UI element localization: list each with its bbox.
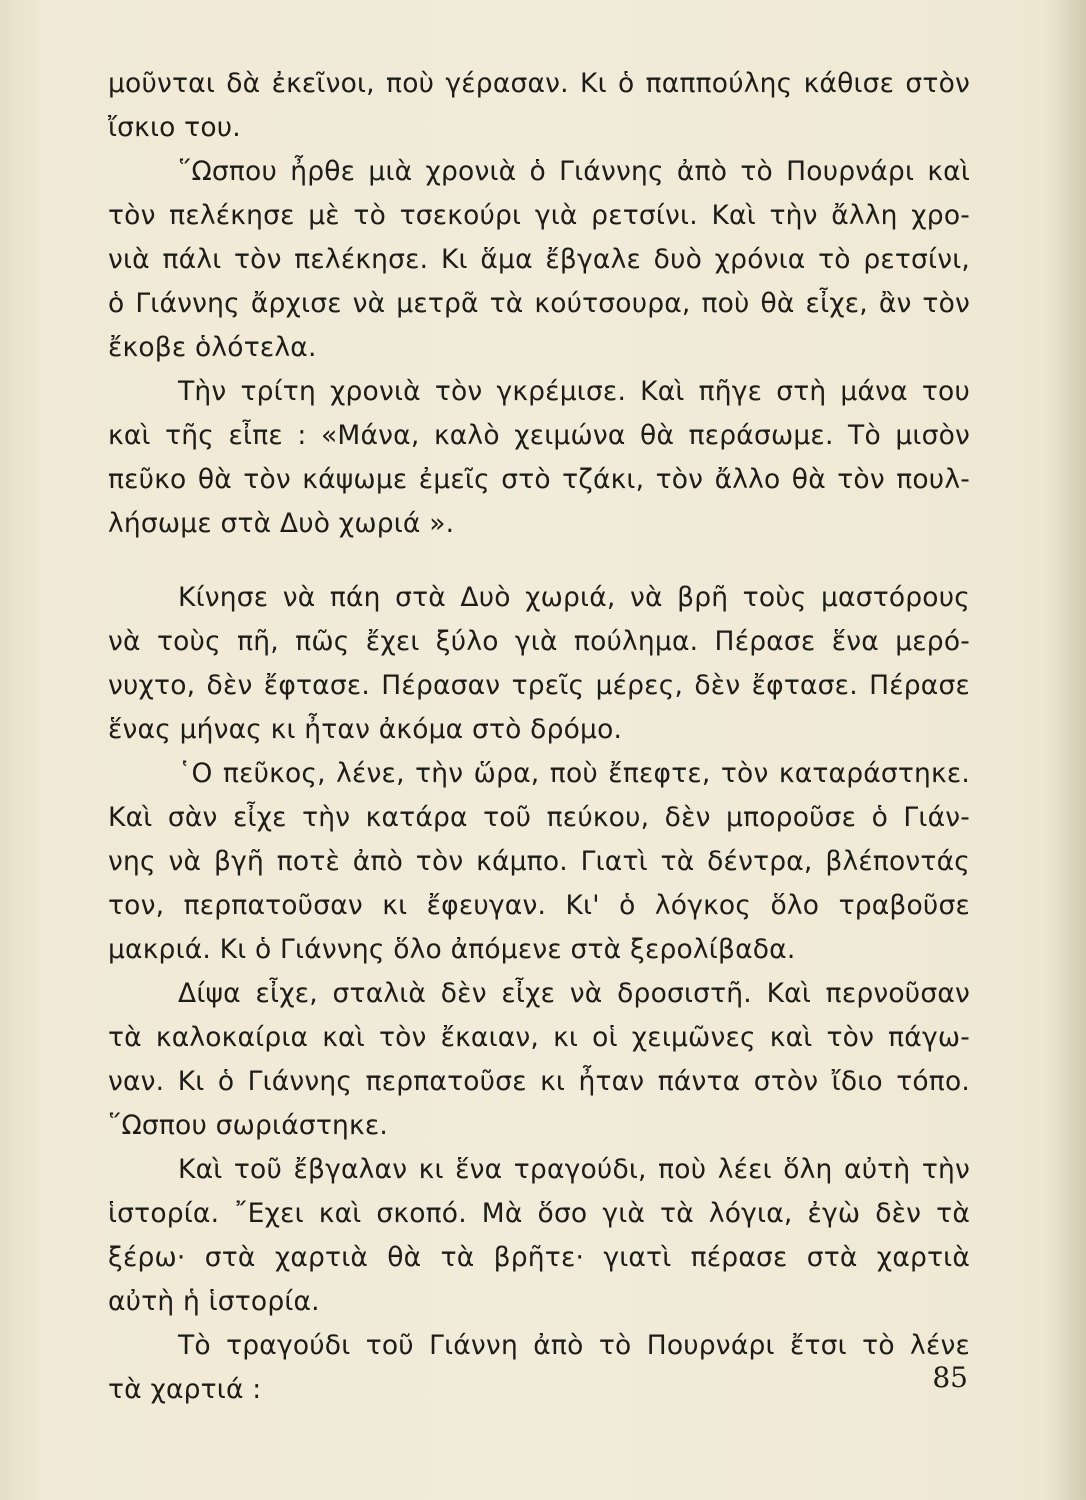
text-line: τὰ χαρτιά :	[108, 1374, 262, 1405]
text-line: νυχτο, δὲν ἔφτασε. Πέρασαν τρεῖς μέρες, δὲν ἔφτασε. Πέρασε	[108, 670, 970, 701]
text-line: μακριά. Κι ὁ Γιάννης ὅλο ἀπόμενε στὰ ξερολίβαδα.	[108, 934, 796, 965]
text-line: τον, περπατοῦσαν κι ἔφευγαν. Κι' ὁ λόγκος ὅλο τραβοῦσε	[108, 890, 970, 921]
text-line: λήσωμε στὰ Δυὸ χωριά ».	[108, 508, 455, 539]
text-line: μοῦνται δὰ ἐκεῖνοι, ποὺ γέρασαν. Κι ὁ παππούλης κάθισε στὸν	[108, 68, 970, 99]
text-line: νης νὰ βγῆ ποτὲ ἀπὸ τὸν κάμπο. Γιατὶ τὰ δέντρα, βλέποντάς	[108, 846, 970, 877]
text-line: ἴσκιο του.	[108, 112, 241, 143]
text-line: τὸν πελέκησε μὲ τὸ τσεκούρι γιὰ ρετσίνι. Καὶ τὴν ἄλλη χρο-	[108, 200, 970, 231]
text-line: νιὰ πάλι τὸν πελέκησε. Κι ἅμα ἔβγαλε δυὸ χρόνια τὸ ρετσίνι,	[108, 244, 970, 275]
text-line: Τὸ τραγούδι τοῦ Γιάννη ἀπὸ τὸ Πουρνάρι ἔτσι τὸ λένε	[178, 1330, 970, 1361]
text-line: τὰ καλοκαίρια καὶ τὸν ἔκαιαν, κι οἱ χειμῶνες καὶ τὸν πάγω-	[108, 1022, 970, 1053]
text-line: Κίνησε νὰ πάη στὰ Δυὸ χωριά, νὰ βρῆ τοὺς μαστόρους	[178, 582, 970, 613]
text-line: ῞Ωσπου σωριάστηκε.	[108, 1110, 388, 1141]
text-line: Δίψα εἶχε, σταλιὰ δὲν εἶχε νὰ δροσιστῆ. Καὶ περνοῦσαν	[178, 978, 970, 1009]
text-line: ῾Ο πεῦκος, λένε, τὴν ὥρα, ποὺ ἔπεφτε, τὸν καταράστηκε.	[178, 758, 970, 789]
text-line: Καὶ τοῦ ἔβγαλαν κι ἕνα τραγούδι, ποὺ λέει ὅλη αὐτὴ τὴν	[178, 1154, 970, 1185]
text-line: ἔκοβε ὁλότελα.	[108, 332, 317, 363]
page-edge-shadow	[1046, 0, 1086, 1500]
text-line: ὁ Γιάννης ἄρχισε νὰ μετρᾶ τὰ κούτσουρα, ποὺ θὰ εἶχε, ἂν τὸν	[108, 288, 970, 319]
text-line: νὰ τοὺς πῆ, πῶς ἔχει ξύλο γιὰ πούλημα. Πέρασε ἕνα μερό-	[108, 626, 970, 657]
text-line: Καὶ σὰν εἶχε τὴν κατάρα τοῦ πεύκου, δὲν μποροῦσε ὁ Γιάν-	[108, 802, 970, 833]
text-line: ἕνας μήνας κι ἦταν ἀκόμα στὸ δρόμο.	[108, 714, 623, 745]
text-line: πεῦκο θὰ τὸν κάψωμε ἐμεῖς στὸ τζάκι, τὸν ἄλλο θὰ τὸν πουλ-	[108, 464, 970, 495]
text-line: ῞Ωσπου ἦρθε μιὰ χρονιὰ ὁ Γιάννης ἀπὸ τὸ Πουρνάρι καὶ	[178, 156, 970, 187]
page-number: 85	[932, 1361, 968, 1394]
text-line: καὶ τῆς εἶπε : «Μάνα, καλὸ χειμώνα θὰ περάσωμε. Τὸ μισὸν	[108, 420, 970, 451]
text-line: Τὴν τρίτη χρονιὰ τὸν γκρέμισε. Καὶ πῆγε στὴ μάνα του	[178, 376, 970, 407]
text-line: αὐτὴ ἡ ἱστορία.	[108, 1286, 320, 1317]
text-line: ἱστορία. ῎Εχει καὶ σκοπό. Μὰ ὅσο γιὰ τὰ λόγια, ἐγὼ δὲν τὰ	[108, 1198, 970, 1229]
text-line: ξέρω· στὰ χαρτιὰ θὰ τὰ βρῆτε· γιατὶ πέρασε στὰ χαρτιὰ	[108, 1242, 970, 1273]
text-line: ναν. Κι ὁ Γιάννης περπατοῦσε κι ἦταν πάντα στὸν ἴδιο τόπο.	[108, 1066, 970, 1097]
